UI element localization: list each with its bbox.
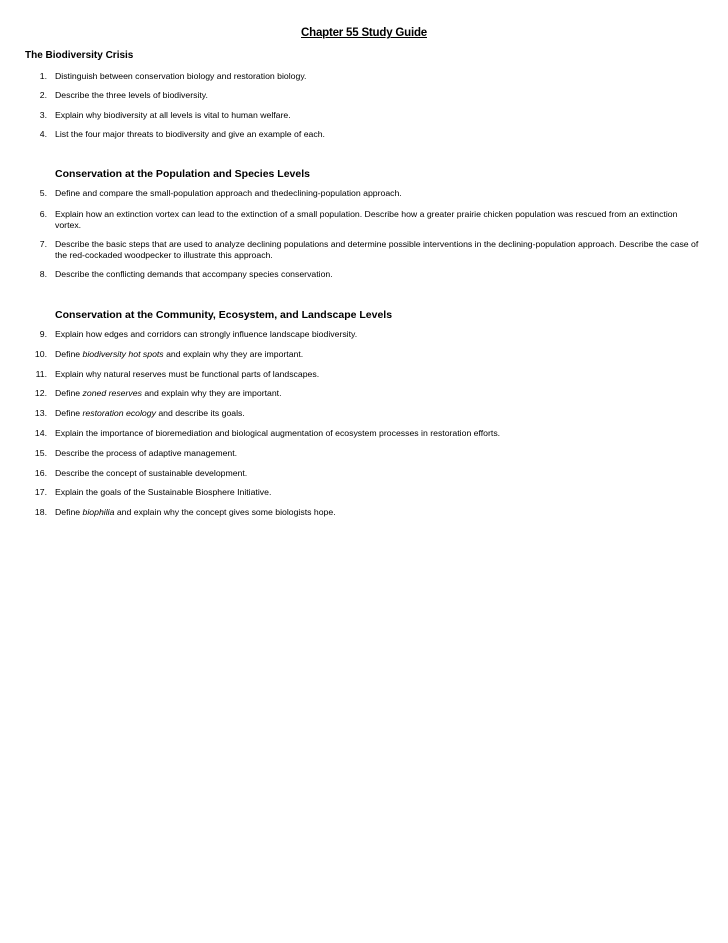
item-text: List the four major threats to biodiversity and give an example of each.	[55, 129, 325, 139]
item-number: 7.	[39, 239, 47, 249]
item-number: 5.	[39, 188, 47, 198]
item-text: Define and compare the small-population approach and thedeclining-population approach.	[55, 188, 402, 198]
item-text: Describe the concept of sustainable development.	[55, 468, 248, 478]
section-heading-population-species: Conservation at the Population and Species Levels	[55, 168, 310, 180]
page-title: Chapter 55 Study Guide	[301, 27, 427, 39]
item-text: Describe the three levels of biodiversity.	[55, 90, 208, 100]
item-text: Describe the process of adaptive management.	[55, 448, 238, 458]
item-text: Distinguish between conservation biology and restoration biology.	[55, 71, 307, 81]
item-number: 9.	[39, 329, 47, 339]
section-heading-biodiversity-crisis: The Biodiversity Crisis	[25, 50, 134, 61]
item-number: 15.	[34, 448, 47, 458]
defined-term: biophilia	[82, 507, 115, 517]
defined-term: zoned reserves	[82, 388, 142, 398]
item-text: Describe the conflicting demands that accompany species conservation.	[55, 269, 333, 279]
item-text-prefix: Define	[55, 388, 83, 398]
item-text-suffix: and explain why the concept gives some biologists hope.	[114, 507, 336, 517]
item-number: 12.	[34, 388, 47, 398]
item-text-suffix: and explain why they are important.	[163, 349, 304, 359]
item-number: 13.	[34, 408, 47, 418]
item-text	[55, 349, 700, 360]
item-number: 2.	[39, 90, 47, 100]
defined-term: biodiversity hot spots	[82, 349, 164, 359]
item-text: Describe the basic steps that are used to analyze declining populations and determine possible interventions in the declining-population approach. Describe the case of the red-cockaded woodpecker to illustrate this approach.	[55, 239, 699, 260]
item-number: 16.	[34, 468, 47, 478]
section-heading-community-ecosystem-landscape: Conservation at the Community, Ecosystem, and Landscape Levels	[55, 309, 393, 321]
item-text: Explain why natural reserves must be functional parts of landscapes.	[55, 369, 320, 379]
item-text: Explain why biodiversity at all levels is vital to human welfare.	[55, 110, 291, 120]
item-text-suffix: and describe its goals.	[155, 408, 245, 418]
item-number: 14.	[34, 428, 47, 438]
item-text-prefix: Define	[55, 408, 83, 418]
item-number: 3.	[39, 110, 47, 120]
item-number: 18.	[34, 507, 47, 517]
item-number: 8.	[39, 269, 47, 279]
item-number: 4.	[39, 129, 47, 139]
item-number: 10.	[34, 349, 47, 359]
item-text: Explain how an extinction vortex can lead to the extinction of a small population. Describe how a greater prairie chicken population was rescued from an extinction vortex.	[55, 209, 678, 230]
item-number: 6.	[39, 209, 47, 219]
item-number: 17.	[34, 487, 47, 497]
defined-term: restoration ecology	[82, 408, 156, 418]
item-text-suffix: and explain why they are important.	[141, 388, 282, 398]
item-text	[55, 388, 700, 399]
item-text: Explain the goals of the Sustainable Biosphere Initiative.	[55, 487, 272, 497]
item-text: Explain the importance of bioremediation and biological augmentation of ecosystem processes in restoration efforts.	[55, 428, 501, 438]
item-text	[55, 507, 700, 518]
item-text-prefix: Define	[55, 349, 83, 359]
item-number: 11.	[35, 369, 47, 379]
item-text-prefix: Define	[55, 507, 83, 517]
item-number: 1.	[39, 71, 47, 81]
item-text	[55, 408, 700, 419]
item-text: Explain how edges and corridors can strongly influence landscape biodiversity.	[55, 329, 358, 339]
